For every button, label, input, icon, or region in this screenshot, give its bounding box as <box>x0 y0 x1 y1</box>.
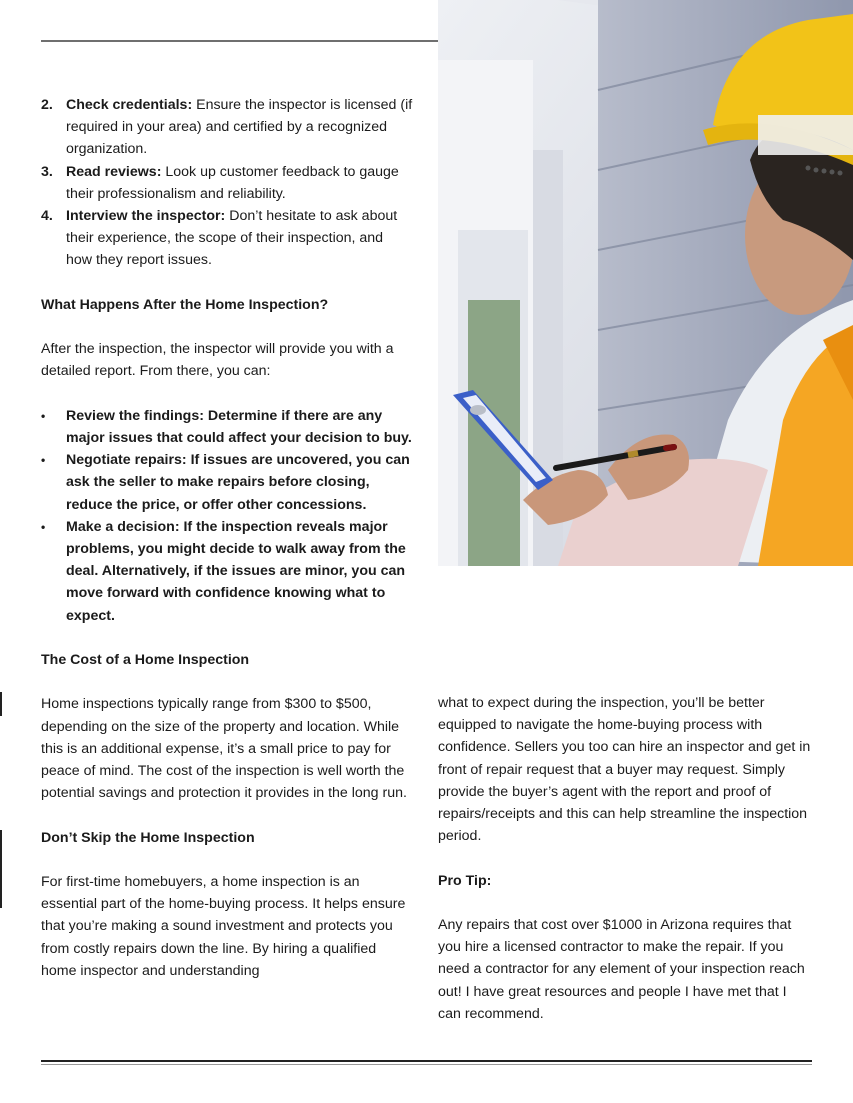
right-column <box>438 692 812 1025</box>
bullet-text: Review the findings: Determine if there are any major issues that could affect your decision to buy. <box>66 407 412 446</box>
list-item <box>41 516 413 627</box>
step-text: Ensure the inspector is licensed (if required in your area) and certified by a recognized organization. <box>66 97 413 158</box>
dont-skip-heading: Don’t Skip the Home Inspection <box>41 829 255 846</box>
step-number: 4. <box>41 208 53 225</box>
page-edge-mark <box>0 830 2 908</box>
after-inspection-list <box>41 405 413 627</box>
cost-heading: The Cost of a Home Inspection <box>41 652 250 669</box>
bullet-icon: • <box>41 408 46 423</box>
step-text: Don’t hesitate to ask about their experience, the scope of their inspection, and how they report issues. <box>66 208 398 269</box>
list-item <box>41 94 413 161</box>
step-number: 3. <box>41 163 53 180</box>
step-title: Check credentials: <box>66 97 193 113</box>
bottom-divider-thin <box>41 1064 812 1065</box>
bottom-divider <box>41 1060 812 1062</box>
left-column <box>41 94 413 982</box>
bullet-text: Negotiate repairs: If issues are uncovered, you can ask the seller to make repairs before closing, reduce the price, or offer other concessions. <box>66 452 410 513</box>
inspector-illustration <box>438 0 853 566</box>
page-edge-mark <box>0 692 2 716</box>
step-number: 2. <box>41 97 53 113</box>
inspector-steps-list <box>41 94 413 272</box>
bullet-icon: • <box>41 519 46 534</box>
bullet-text: Make a decision: If the inspection reveals major problems, you might decide to walk away from the deal. Alternatively, if the issues are minor, you can move forward with confidence knowing what to expect. <box>66 518 406 624</box>
step-title: Read reviews: <box>66 163 162 180</box>
list-item <box>41 449 413 516</box>
pro-tip-body: Any repairs that cost over $1000 in Arizona requires that you hire a licensed contractor to make the repair. If you need a contractor for any element of your inspection reach out! I have great resources and people I have met that I can recommend. <box>438 917 805 1022</box>
bullet-icon: • <box>41 453 46 468</box>
dont-skip-body-part1: For first-time homebuyers, a home inspection is an essential part of the home-buying process. It helps ensure that you’re making a sound investment and protects you from costly repairs down the line. By hiring a qualified home inspector and understanding <box>41 874 406 979</box>
step-text: Look up customer feedback to gauge their professionalism and reliability. <box>66 163 399 202</box>
step-title: Interview the inspector: <box>66 208 226 225</box>
list-item <box>41 205 413 272</box>
list-item <box>41 161 413 205</box>
after-inspection-intro: After the inspection, the inspector will provide you with a detailed report. From there, you can: <box>41 341 394 380</box>
list-item <box>41 405 413 449</box>
dont-skip-body-part2: what to expect during the inspection, you’ll be better equipped to navigate the home-buying process with confidence. Sellers you too can hire an inspector and get in front of repair request that a buyer may request. Simply provide the buyer’s agent with the report and proof of repairs/receipts and this can help streamline the inspection period. <box>438 695 811 845</box>
after-inspection-heading: What Happens After the Home Inspection? <box>41 296 329 313</box>
inspector-photo <box>438 0 853 566</box>
pro-tip-heading: Pro Tip: <box>438 872 492 889</box>
cost-body: Home inspections typically range from $300 to $500, depending on the size of the property and location. While this is an additional expense, it’s a small price to pay for peace of mind. The cost of the inspection is well worth the potential savings and protection it provides in the long run. <box>41 696 407 802</box>
